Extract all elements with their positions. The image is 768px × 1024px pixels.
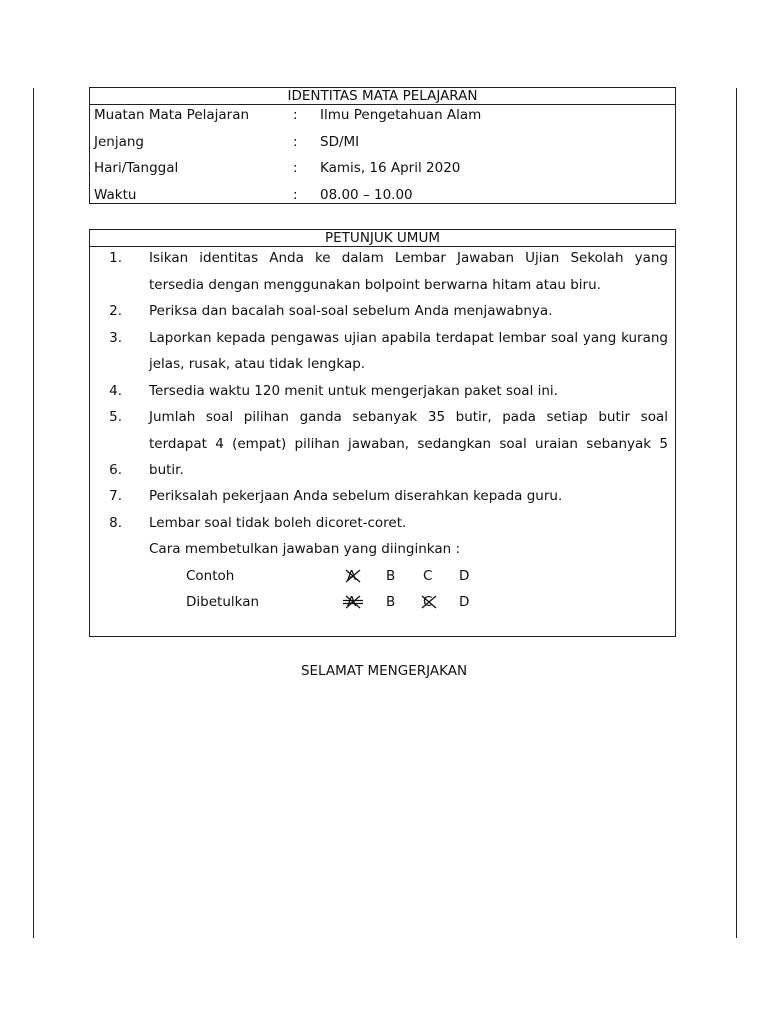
example-option-c: C <box>423 594 433 610</box>
identity-row-level <box>90 132 675 159</box>
instruction-number: 3. <box>109 330 122 346</box>
instruction-line: Jumlah soal pilihan ganda sebanyak 35 butir, pada setiap butir soal <box>149 409 668 425</box>
identity-box <box>89 87 676 204</box>
identity-title: IDENTITAS MATA PELAJARAN <box>90 88 675 105</box>
identity-value: Kamis, 16 April 2020 <box>320 160 461 176</box>
identity-colon: : <box>293 186 298 203</box>
instruction-line: tersedia dengan menggunakan bolpoint berwarna hitam atau biru. <box>149 277 601 293</box>
example-option-d: D <box>459 594 470 610</box>
identity-label: Jenjang <box>94 133 144 150</box>
instruction-line: Cara membetulkan jawaban yang diinginkan : <box>149 541 461 557</box>
left-margin-line <box>33 88 34 938</box>
identity-row-date <box>90 158 675 185</box>
identity-label: Hari/Tanggal <box>94 160 179 176</box>
cancelled-cross-icon <box>342 594 364 610</box>
example-option-a: A <box>347 594 357 610</box>
instruction-number: 8. <box>109 515 122 531</box>
example-contoh-label: Contoh <box>186 568 235 584</box>
identity-colon: : <box>293 133 298 150</box>
identity-row-subject <box>90 105 675 132</box>
identity-value: 08.00 – 10.00 <box>320 186 413 203</box>
instruction-number: 6. <box>109 462 122 478</box>
identity-label: Muatan Mata Pelajaran <box>94 107 250 123</box>
example-option-a: A <box>347 568 357 584</box>
identity-value: SD/MI <box>320 133 360 150</box>
instruction-number: 2. <box>109 303 122 319</box>
closing-message: SELAMAT MENGERJAKAN <box>300 663 468 679</box>
instruction-line: Periksa dan bacalah soal-soal sebelum Anda menjawabnya. <box>149 303 553 319</box>
identity-label: Waktu <box>94 186 137 203</box>
instruction-number: 7. <box>109 488 122 504</box>
example-option-b: B <box>386 594 396 610</box>
instruction-line: Periksalah pekerjaan Anda sebelum diserahkan kepada guru. <box>149 488 563 504</box>
identity-colon: : <box>293 107 298 123</box>
instruction-number: 1. <box>109 250 122 266</box>
right-margin-line <box>736 88 737 938</box>
instruction-number: 5. <box>109 409 122 425</box>
instruction-line: butir. <box>149 462 184 478</box>
instruction-line: Isikan identitas Anda ke dalam Lembar Jawaban Ujian Sekolah yang <box>149 250 668 266</box>
instruction-line: jelas, rusak, atau tidak lengkap. <box>149 356 366 372</box>
instructions-title: PETUNJUK UMUM <box>90 230 675 247</box>
identity-value: Ilmu Pengetahuan Alam <box>320 107 482 123</box>
instructions-box <box>89 229 676 637</box>
example-dibetulkan-label: Dibetulkan <box>186 594 260 610</box>
example-option-d: D <box>459 568 470 584</box>
instruction-number: 4. <box>109 383 122 399</box>
instruction-line: Lembar soal tidak boleh dicoret-coret. <box>149 515 407 531</box>
cross-mark-icon <box>343 568 363 584</box>
cross-mark-icon <box>420 594 438 610</box>
identity-row-time <box>90 185 675 212</box>
identity-colon: : <box>293 160 298 176</box>
instruction-line: Tersedia waktu 120 menit untuk mengerjakan paket soal ini. <box>149 383 558 399</box>
example-option-b: B <box>386 568 396 584</box>
example-option-c: C <box>423 568 433 584</box>
instruction-line: terdapat 4 (empat) pilihan jawaban, sedangkan soal uraian sebanyak 5 <box>149 436 668 452</box>
instruction-line: Laporkan kepada pengawas ujian apabila terdapat lembar soal yang kurang <box>149 330 668 346</box>
